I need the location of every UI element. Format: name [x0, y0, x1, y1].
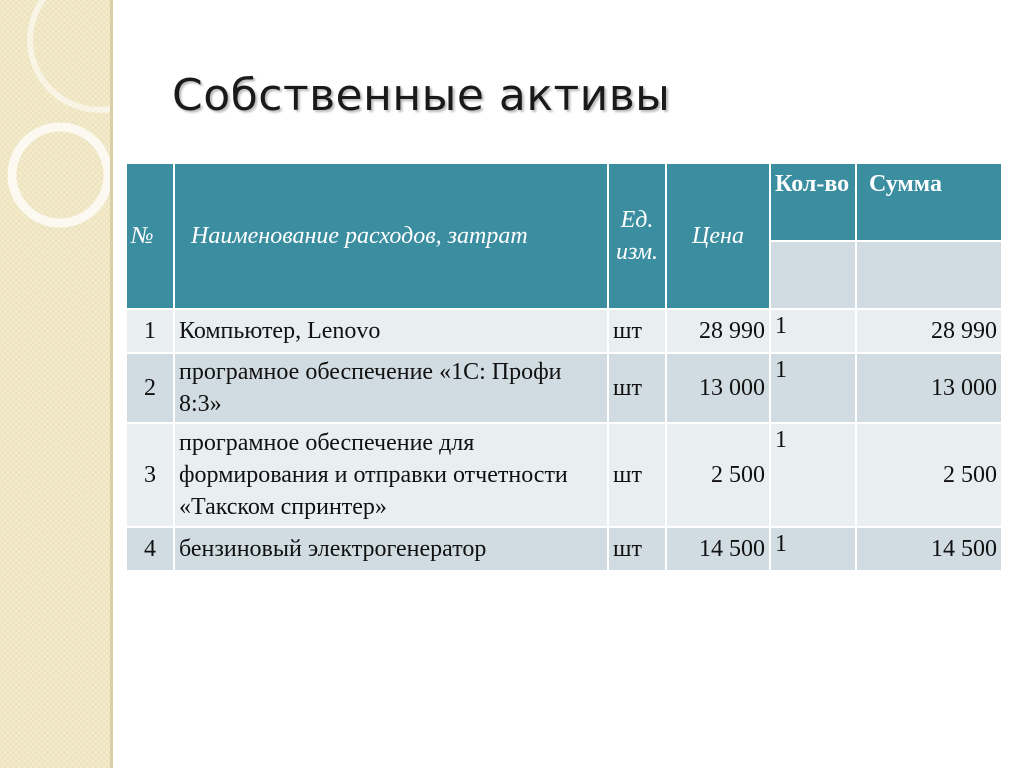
row-price: 2 500 — [666, 423, 770, 527]
row-name: програмное обеспечение «1С: Профи 8:3» — [174, 353, 608, 423]
row-sum: 28 990 — [856, 309, 1002, 353]
header-sum: Сумма — [856, 163, 1002, 241]
header-unit: Ед. изм. — [608, 163, 666, 309]
assets-table-container — [125, 162, 1001, 572]
table-row — [126, 309, 1002, 353]
header-quantity: Кол-во — [770, 163, 856, 241]
table-row — [126, 353, 1002, 423]
slide-title: Собственные активы — [172, 70, 671, 121]
table-row — [126, 423, 1002, 527]
row-quantity: 1 — [770, 309, 856, 353]
header-sum-subcell — [856, 241, 1002, 309]
row-unit: шт — [608, 353, 666, 423]
table-row — [126, 527, 1002, 571]
row-number: 1 — [126, 309, 174, 353]
row-sum: 14 500 — [856, 527, 1002, 571]
header-name: Наименование расходов, затрат — [174, 163, 608, 309]
row-quantity: 1 — [770, 353, 856, 423]
row-number: 4 — [126, 527, 174, 571]
row-number: 3 — [126, 423, 174, 527]
row-unit: шт — [608, 423, 666, 527]
row-sum: 13 000 — [856, 353, 1002, 423]
row-unit: шт — [608, 527, 666, 571]
row-quantity: 1 — [770, 527, 856, 571]
row-number: 2 — [126, 353, 174, 423]
assets-table — [125, 162, 1003, 572]
row-name: програмное обеспечение для формирования и отправки отчетности «Такском спринтер» — [174, 423, 608, 527]
decorative-side-band — [0, 0, 112, 768]
row-unit: шт — [608, 309, 666, 353]
row-name: бензиновый электрогенератор — [174, 527, 608, 571]
row-price: 13 000 — [666, 353, 770, 423]
side-band-edge — [110, 0, 113, 768]
row-name: Компьютер, Lenovo — [174, 309, 608, 353]
header-price: Цена — [666, 163, 770, 309]
row-price: 14 500 — [666, 527, 770, 571]
header-quantity-subcell — [770, 241, 856, 309]
row-price: 28 990 — [666, 309, 770, 353]
header-number: № — [126, 163, 174, 309]
decorative-circles — [0, 0, 112, 300]
row-sum: 2 500 — [856, 423, 1002, 527]
row-quantity: 1 — [770, 423, 856, 527]
